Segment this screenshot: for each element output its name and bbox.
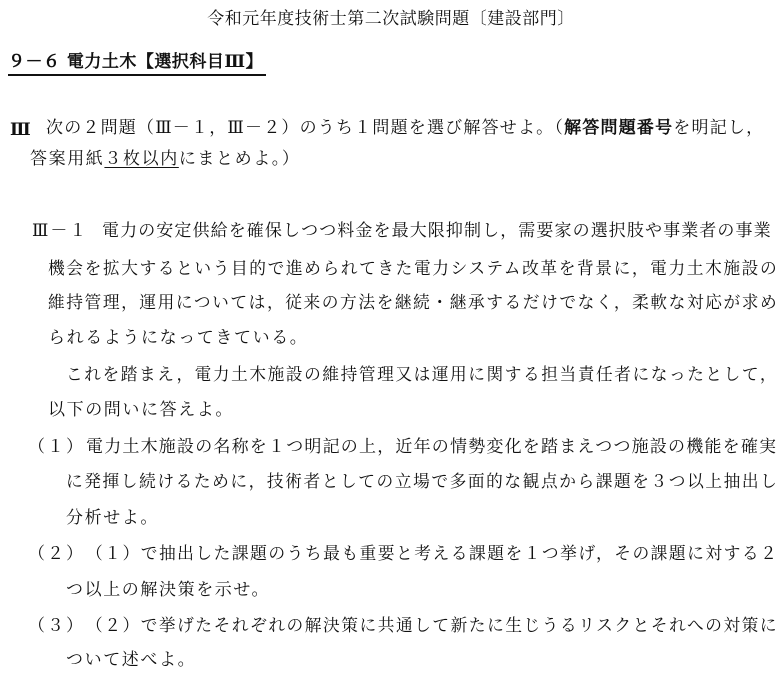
section-title: ９－６ 電力土木【選択科目Ⅲ】 <box>8 47 266 76</box>
question-para2-line: 以下の問いに答えよ。 <box>48 400 234 420</box>
item-number: （３） <box>28 616 85 636</box>
question-para1-line: られるようになってきている。 <box>48 328 309 348</box>
item-line: に発揮し続けるために，技術者としての立場で多面的な観点から課題を３つ以上抽出し <box>66 472 779 492</box>
instruction-line-2 <box>30 147 301 171</box>
instruction-text: 次の２問題（Ⅲ－１，Ⅲ－２）のうち１問題を選び解答せよ。（ <box>46 118 565 138</box>
item-number: （１） <box>28 437 85 457</box>
instruction-underlined: ３枚以内 <box>104 149 179 169</box>
item-line: つ以上の解決策を示せ。 <box>66 580 271 600</box>
instruction-line-1 <box>46 116 764 140</box>
instruction-marker: Ⅲ <box>10 120 31 140</box>
item-line: 分析せよ。 <box>66 508 159 528</box>
instruction-emphasis: 解答問題番号 <box>564 118 674 138</box>
exam-header: 令和元年度技術士第二次試験問題〔建設部門〕 <box>207 9 575 29</box>
item-line: （２）で挙げたそれぞれの解決策に共通して新たに生じうるリスクとそれへの対策に <box>86 616 779 636</box>
instruction-text: 答案用紙 <box>30 149 105 169</box>
item-line: ついて述べよ。 <box>66 650 197 670</box>
instruction-text: を明記し， <box>673 118 765 138</box>
question-para1-line: 電力の安定供給を確保しつつ料金を最大限抑制し，需要家の選択肢や事業者の事業 <box>102 221 772 241</box>
question-para1-line: 機会を拡大するという目的で進められてきた電力システム改革を背景に，電力土木施設の <box>48 259 779 279</box>
item-line: 電力土木施設の名称を１つ明記の上，近年の情勢変化を踏まえつつ施設の機能を確実 <box>86 437 778 457</box>
item-number: （２） <box>28 544 85 564</box>
item-line: （１）で抽出した課題のうち最も重要と考える課題を１つ挙げ，その課題に対する２ <box>86 544 779 564</box>
question-para2-line: これを踏まえ，電力土木施設の維持管理又は運用に関する担当責任者になったとして， <box>66 365 779 385</box>
question-para1-line: 維持管理，運用については，従来の方法を継続・継承するだけでなく，柔軟な対応が求め <box>48 293 779 313</box>
instruction-text: にまとめよ。） <box>178 149 301 169</box>
question-label: Ⅲ－１ <box>32 221 89 241</box>
